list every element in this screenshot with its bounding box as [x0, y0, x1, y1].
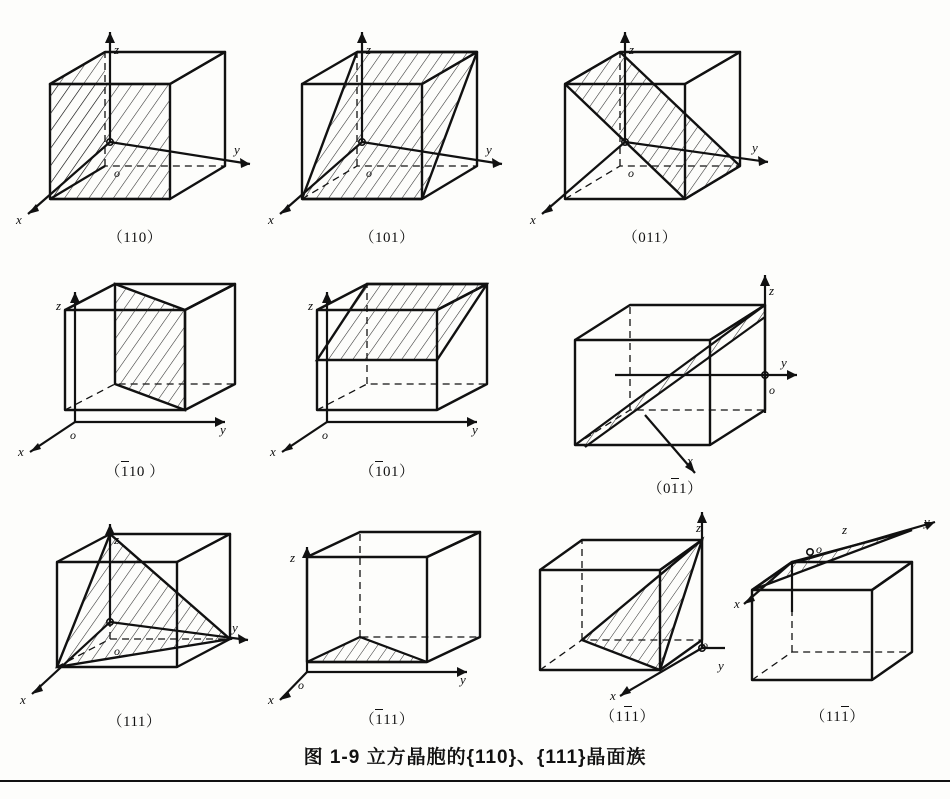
axis-label-z-101: z	[366, 42, 372, 57]
diagram-cell-0bar11	[535, 255, 815, 505]
axis-label-z-111: z	[114, 532, 120, 547]
axis-label-y-1bar11: y	[460, 672, 466, 687]
axis-label-o-1bar10: o	[70, 428, 76, 442]
cube-drawing-101	[262, 14, 512, 224]
axis-label-z-11bar1: z	[696, 520, 702, 535]
plane-label-1bar01: （1 01）	[262, 460, 512, 481]
plane-label-0bar11: （01 1）	[535, 477, 815, 498]
plane-label-111bar: （111 ）	[730, 705, 945, 726]
figure-caption: 图 1-9 立方晶胞的{110}、{111}晶面族	[303, 747, 647, 768]
overbar-digit-11bar1: 1	[624, 709, 632, 726]
axis-label-o-1bar11: o	[298, 678, 304, 692]
cube-drawing-011	[520, 14, 780, 224]
axis-label-y-101: y	[486, 142, 492, 157]
axis-label-y-1bar01: y	[472, 422, 478, 437]
cube-drawing-11bar1	[520, 500, 735, 710]
diagram-cell-1bar01	[262, 262, 512, 482]
axis-label-o-1bar01: o	[322, 428, 328, 442]
axis-label-x-101: x	[268, 212, 274, 227]
axis-label-x-011: x	[530, 212, 536, 227]
axis-label-x-110: x	[16, 212, 22, 227]
axis-label-x-111: x	[20, 692, 26, 707]
axis-label-y-110: y	[234, 142, 240, 157]
plane-label-110: （110）	[107, 230, 163, 246]
diagram-cell-110	[10, 14, 260, 244]
axis-label-x-0bar11: x	[687, 453, 693, 468]
plane-label-111: （111）	[107, 714, 162, 730]
axis-label-x-11bar1: x	[610, 688, 616, 703]
axis-label-y-111bar: y	[924, 514, 930, 529]
axis-label-y-1bar10: y	[220, 422, 226, 437]
axis-label-o-111bar: o	[816, 542, 822, 556]
diagram-cell-11bar1	[520, 500, 735, 730]
diagram-cell-1bar10	[10, 262, 260, 482]
axis-label-z-110: z	[114, 42, 120, 57]
axis-label-x-1bar01: x	[270, 444, 276, 459]
axis-label-z-0bar11: z	[769, 283, 775, 298]
axis-label-x-1bar10: x	[18, 444, 24, 459]
overbar-digit-111bar: 1	[841, 709, 849, 726]
plane-label-011: （011）	[622, 230, 678, 246]
cube-drawing-111bar	[730, 500, 945, 710]
axis-label-o-111: o	[114, 644, 120, 658]
cube-drawing-110	[10, 14, 260, 224]
overbar-digit-1bar11: 1	[375, 712, 383, 729]
axis-label-x-111bar: x	[734, 596, 740, 611]
axis-label-y-11bar1: y	[718, 658, 724, 673]
axis-label-z-011: z	[629, 42, 635, 57]
diagram-cell-011	[520, 14, 780, 244]
plane-label-1bar11: （1 11）	[262, 708, 512, 729]
page-bottom-rule	[0, 780, 950, 782]
axis-label-o-011: o	[628, 166, 634, 180]
axis-label-z-1bar10: z	[56, 298, 62, 313]
diagram-cell-111	[12, 512, 257, 732]
plane-label-11bar1: （11 1）	[520, 705, 735, 726]
axis-label-x-1bar11: x	[268, 692, 274, 707]
overbar-digit-1bar01: 1	[375, 464, 383, 481]
overbar-digit-1bar10: 1	[121, 464, 129, 481]
diagram-cell-1bar11	[262, 512, 512, 732]
cube-drawing-111	[12, 512, 257, 712]
axis-label-o-101: o	[366, 166, 372, 180]
axis-label-z-1bar11: z	[290, 550, 296, 565]
axis-label-o-11bar1: o	[702, 638, 708, 652]
axis-label-y-0bar11: y	[781, 355, 787, 370]
diagram-cell-111bar	[730, 500, 945, 730]
axis-label-o-0bar11: o	[769, 383, 775, 397]
plane-label-1bar10: （1 10 ）	[10, 460, 260, 481]
axis-label-o-110: o	[114, 166, 120, 180]
axis-label-y-111: y	[232, 620, 238, 635]
overbar-digit-0bar11: 1	[671, 481, 679, 498]
diagram-cell-101	[262, 14, 512, 244]
plane-label-101: （101）	[359, 230, 415, 246]
axis-label-z-111bar: z	[842, 522, 848, 537]
axis-label-y-011: y	[752, 140, 758, 155]
axis-label-z-1bar01: z	[308, 298, 314, 313]
